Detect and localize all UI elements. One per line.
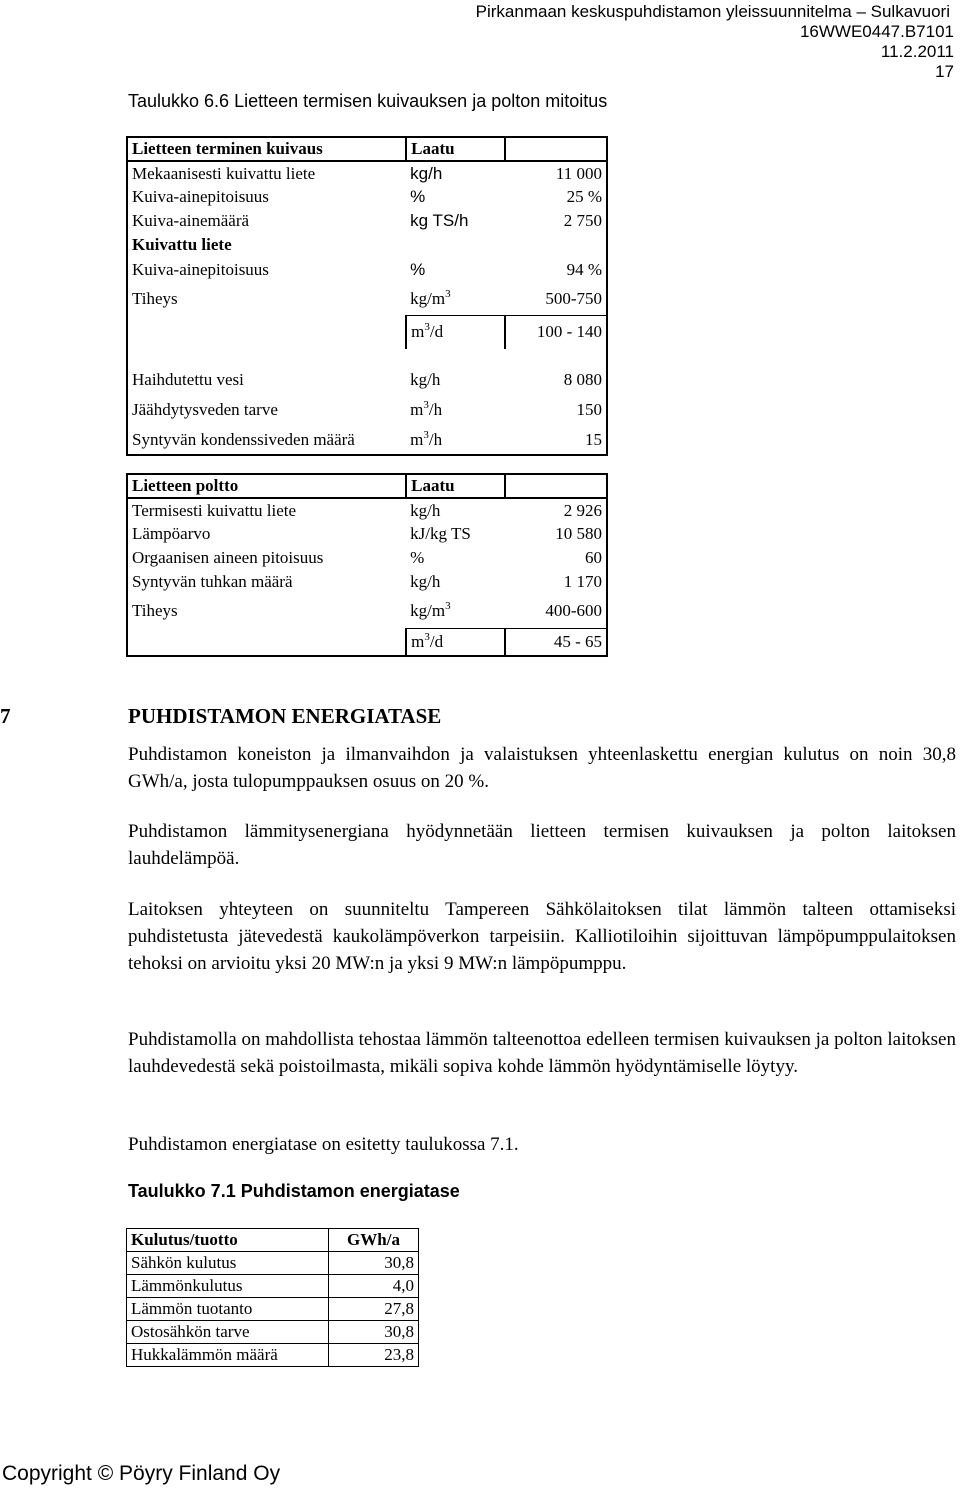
row-value: 2 750 [563, 211, 602, 230]
row-value: 500-750 [545, 288, 602, 308]
paragraph: Puhdistamon koneiston ja ilmanvaihdon ja valaistuksen yhteenlaskettu energian kulutus on noin 30,8 GWh/a, josta tulopumppauksen osuus on 20 %. [128, 744, 956, 792]
document-date: 11.2.2011 [880, 42, 954, 61]
table-header-cell: Laatu [406, 474, 504, 498]
row-label: Lämpöarvo [132, 524, 211, 543]
table-sludge-drying [126, 136, 608, 456]
table-header-cell [505, 137, 607, 161]
row-label: Syntyvän tuhkan määrä [132, 572, 293, 591]
row-value: 10 580 [555, 524, 602, 543]
row-label: Kuiva-ainepitoisuus [132, 187, 269, 206]
paragraph: Puhdistamolla on mahdollista tehostaa lämmön talteenottoa edelleen termisen kuivauksen ja polton laitoksen lauhdevedestä sekä poistoilmasta, mikäli sopiva kohde lämmön hyödyntämiselle löytyy. [128, 1029, 956, 1077]
row-unit: % [410, 187, 426, 206]
row-unit: kg/h [410, 572, 441, 591]
row-unit: kg/h [410, 500, 441, 520]
paragraph: Laitoksen yhteyteen on suunniteltu Tampereen Sähkölaitoksen tilat lämmön talteen ottamiseksi puhdistetusta jätevedestä kaukolämpöverkon tarpeisiin. Kalliotiloihin sijoittuvan lämpöpumppulaitoksen tehoksi on arvioitu yksi 20 MW:n ja yksi 9 MW:n lämpöpumppu. [128, 899, 956, 974]
row-value: 45 - 65 [505, 628, 607, 656]
row-label: Kuiva-ainemäärä [132, 211, 250, 230]
row-label: Orgaanisen aineen pitoisuus [132, 548, 324, 567]
row-subheader: Kuivattu liete [132, 235, 232, 254]
row-label: Kuiva-ainepitoisuus [132, 260, 269, 279]
row-value: 1 170 [563, 572, 602, 591]
row-label [127, 628, 406, 656]
row-label [127, 315, 406, 349]
row-value: 60 [585, 548, 602, 567]
row-label: Ostosähkön tarve [127, 1321, 329, 1344]
row-value: 94 % [566, 260, 602, 279]
row-label: Tiheys [132, 289, 178, 308]
paragraph: Puhdistamon energiatase on esitetty taulukossa 7.1. [128, 1134, 519, 1155]
section-number: 7 [0, 704, 11, 728]
document-info [0, 22, 954, 82]
paragraph: Puhdistamon lämmitysenergiana hyödynnetään lietteen termisen kuivauksen ja polton laitoksen lauhdelämpöä. [128, 821, 956, 869]
row-unit: kg/h [410, 370, 441, 389]
row-label: Syntyvän kondenssiveden määrä [132, 429, 355, 449]
table-6-6-caption: Taulukko 6.6 Lietteen termisen kuivauksen ja polton mitoitus [128, 91, 608, 111]
row-value: 23,8 [329, 1344, 419, 1367]
page-number: 17 [935, 62, 954, 81]
table-sludge-burning [126, 473, 608, 657]
row-label: Termisesti kuivattu liete [132, 500, 297, 520]
table-header-cell: Laatu [406, 137, 504, 161]
row-value: 400-600 [545, 600, 602, 620]
table-energy-balance [126, 1228, 419, 1367]
row-label: Jäähdytysveden tarve [132, 400, 278, 419]
row-unit: kg/h [410, 163, 443, 183]
row-value: 100 - 140 [505, 315, 607, 349]
running-header-title: Pirkanmaan keskuspuhdistamon yleissuunnitelma – Sulkavuori [475, 2, 950, 21]
table-header-cell: Lietteen poltto [127, 474, 406, 498]
row-label: Hukkalämmön määrä [127, 1344, 329, 1367]
table-header-cell [505, 474, 607, 498]
row-value: 30,8 [329, 1321, 419, 1344]
row-value: 4,0 [329, 1275, 419, 1298]
row-unit: kJ/kg TS [410, 524, 471, 543]
row-value: 27,8 [329, 1298, 419, 1321]
row-unit: $m^3/h$ [410, 428, 443, 449]
row-unit: $m^3/d$ [406, 628, 504, 656]
table-header-cell: Lietteen terminen kuivaus [127, 137, 406, 161]
row-label: Mekaanisesti kuivattu liete [132, 163, 316, 183]
row-unit: $m^3/h$ [410, 399, 443, 419]
document-id: 16WWE0447.B7101 [799, 22, 954, 41]
table-header-cell: Kulutus/tuotto [127, 1229, 329, 1252]
row-unit: $m^3/d$ [406, 315, 504, 349]
table-7-1-caption: Taulukko 7.1 Puhdistamon energiatase [128, 1181, 460, 1201]
row-unit: kg TS/h [410, 211, 469, 230]
row-label: Tiheys [132, 601, 178, 620]
row-value: 15 [585, 429, 602, 449]
row-label: Haihdutettu vesi [132, 370, 244, 389]
table-header-cell: GWh/a [329, 1229, 419, 1252]
row-label: Lämmön tuotanto [127, 1298, 329, 1321]
row-value: 2 926 [563, 500, 602, 520]
row-value: 8 080 [563, 370, 602, 389]
row-value: 25 % [566, 187, 602, 206]
row-unit: % [410, 260, 426, 279]
section-title: PUHDISTAMON ENERGIATASE [128, 704, 442, 728]
row-value: 11 000 [555, 163, 602, 183]
row-label: Sähkön kulutus [127, 1252, 329, 1275]
row-value: 150 [576, 400, 602, 419]
row-unit: % [410, 548, 425, 567]
row-unit: $kg/m^3$ [410, 599, 451, 620]
row-value: 30,8 [329, 1252, 419, 1275]
copyright-footer: Copyright © Pöyry Finland Oy [2, 1462, 281, 1485]
row-label: Lämmönkulutus [127, 1275, 329, 1298]
row-unit: $kg/m^3$ [410, 287, 451, 308]
